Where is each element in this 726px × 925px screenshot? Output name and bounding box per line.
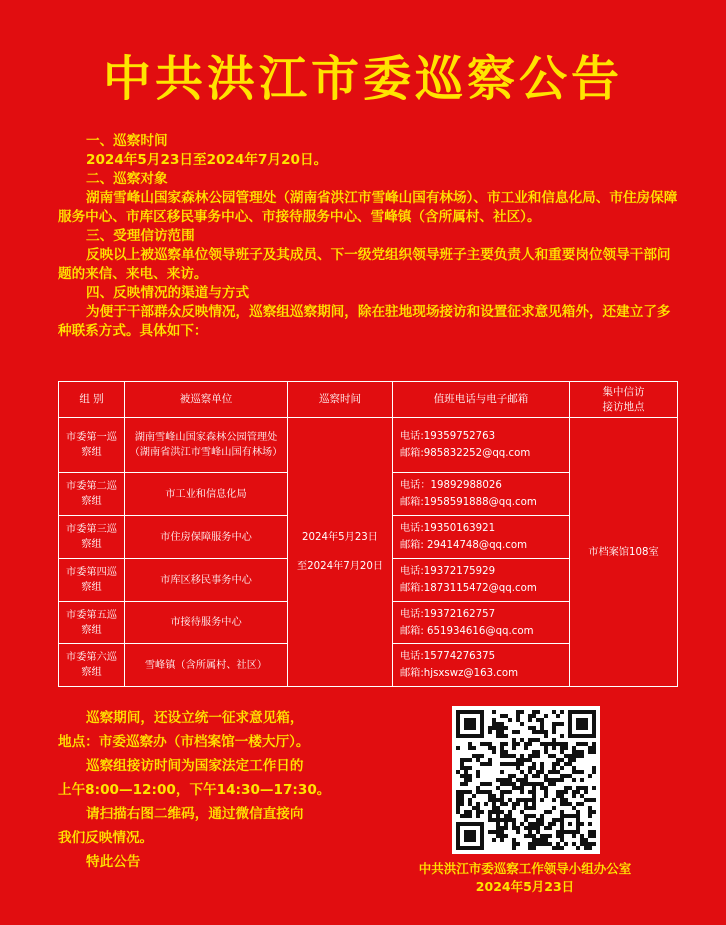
table-header-row xyxy=(59,382,678,418)
footer-line: 请扫描右图二维码，通过微信直接向 xyxy=(86,806,304,822)
intro-time-value: 2024年5月23日至2024年7月20日。 xyxy=(86,152,328,168)
phone-text: 电话:15774276375 xyxy=(400,651,496,662)
email-text: 邮箱:hjsxswz@163.com xyxy=(400,668,519,679)
signature-block xyxy=(380,860,670,896)
group-cell: 市委第六巡察组 xyxy=(59,644,125,687)
unit-cell: 市接待服务中心 xyxy=(125,602,288,644)
group-cell: 市委第五巡察组 xyxy=(59,602,125,644)
intro-scope-value: 反映以上被巡察单位领导班子及其成员、下一级党组织领导班子主要负责人和重要岗位领导干部问题的来信、来电、来访。 xyxy=(58,247,671,282)
email-text: 邮箱:1958591888@qq.com xyxy=(400,497,537,508)
phone-text: 电话：19892988026 xyxy=(400,480,502,491)
email-text: 邮箱: 651934616@qq.com xyxy=(400,625,534,637)
header-contact: 值班电话与电子邮箱 xyxy=(393,382,570,418)
intro-heading-target: 二、巡察对象 xyxy=(86,171,168,187)
footer-line: 地点：市委巡察办（市档案馆一楼大厅）。 xyxy=(58,734,310,750)
email-text: 邮箱:1873115472@qq.com xyxy=(400,583,537,594)
signature-date: 2024年5月23日 xyxy=(475,879,575,894)
contact-cell xyxy=(393,473,570,516)
qr-code-graphic xyxy=(452,706,600,854)
email-text: 邮箱:985832252@qq.com xyxy=(400,448,531,459)
period-start: 2024年5月23日 xyxy=(302,532,378,543)
unit-cell: 市工业和信息化局 xyxy=(125,473,288,516)
footer-line: 巡察组接访时间为国家法定工作日的 xyxy=(86,758,304,774)
signature-org: 中共洪江市委巡察工作领导小组办公室 xyxy=(418,861,632,876)
unit-cell: 雪峰镇（含所属村、社区） xyxy=(125,644,288,687)
phone-text: 电话:19372162757 xyxy=(400,608,496,620)
phone-text: 电话:19359752763 xyxy=(400,431,496,442)
footer-line: 我们反映情况。 xyxy=(58,830,154,846)
header-group: 组 别 xyxy=(59,382,125,418)
header-period: 巡察时间 xyxy=(288,382,393,418)
footer-line: 上午8:00—12:00，下午14:30—17:30。 xyxy=(58,782,331,798)
group-cell: 市委第一巡察组 xyxy=(59,418,125,473)
unit-cell: 市库区移民事务中心 xyxy=(125,559,288,602)
contact-cell xyxy=(393,559,570,602)
qr-code-icon[interactable] xyxy=(452,706,600,854)
intro-target-value: 湖南雪峰山国家森林公园管理处（湖南省洪江市雪峰山国有林场）、市工业和信息化局、市住房保障服务中心、市库区移民事务中心、市接待服务中心、雪峰镇（含所属村、社区）。 xyxy=(58,190,678,225)
group-cell: 市委第四巡察组 xyxy=(59,559,125,602)
period-cell xyxy=(288,418,393,687)
footer-notice xyxy=(58,706,418,874)
contact-cell xyxy=(393,418,570,473)
contact-cell xyxy=(393,644,570,687)
intro-heading-time: 一、巡察时间 xyxy=(86,133,168,149)
footer-line: 巡察期间，还设立统一征求意见箱， xyxy=(86,710,304,726)
location-cell: 市档案馆108室 xyxy=(570,418,678,687)
footer-line: 特此公告 xyxy=(86,854,141,870)
unit-cell: 湖南雪峰山国家森林公园管理处（湖南省洪江市雪峰山国有林场） xyxy=(125,418,288,473)
table-row xyxy=(59,418,678,473)
contact-cell xyxy=(393,602,570,644)
phone-text: 电话:19350163921 xyxy=(400,523,496,534)
unit-cell: 市住房保障服务中心 xyxy=(125,516,288,559)
intro-heading-channels: 四、反映情况的渠道与方式 xyxy=(86,285,250,301)
intro-heading-scope: 三、受理信访范围 xyxy=(86,228,195,244)
intro-channels-value: 为便于干部群众反映情况，巡察组巡察期间，除在驻地现场接访和设置征求意见箱外，还建立了多种联系方式。具体如下： xyxy=(58,304,671,339)
group-cell: 市委第二巡察组 xyxy=(59,473,125,516)
header-location: 集中信访 接访地点 xyxy=(570,382,678,418)
page-title: 中共洪江市委巡察公告 xyxy=(102,51,623,107)
phone-text: 电话:19372175929 xyxy=(400,566,496,577)
contact-table xyxy=(58,381,678,687)
intro-section xyxy=(58,132,678,341)
period-end: 至2024年7月20日 xyxy=(296,561,384,572)
header-unit: 被巡察单位 xyxy=(125,382,288,418)
contact-cell xyxy=(393,516,570,559)
email-text: 邮箱: 29414748@qq.com xyxy=(400,540,528,551)
group-cell: 市委第三巡察组 xyxy=(59,516,125,559)
